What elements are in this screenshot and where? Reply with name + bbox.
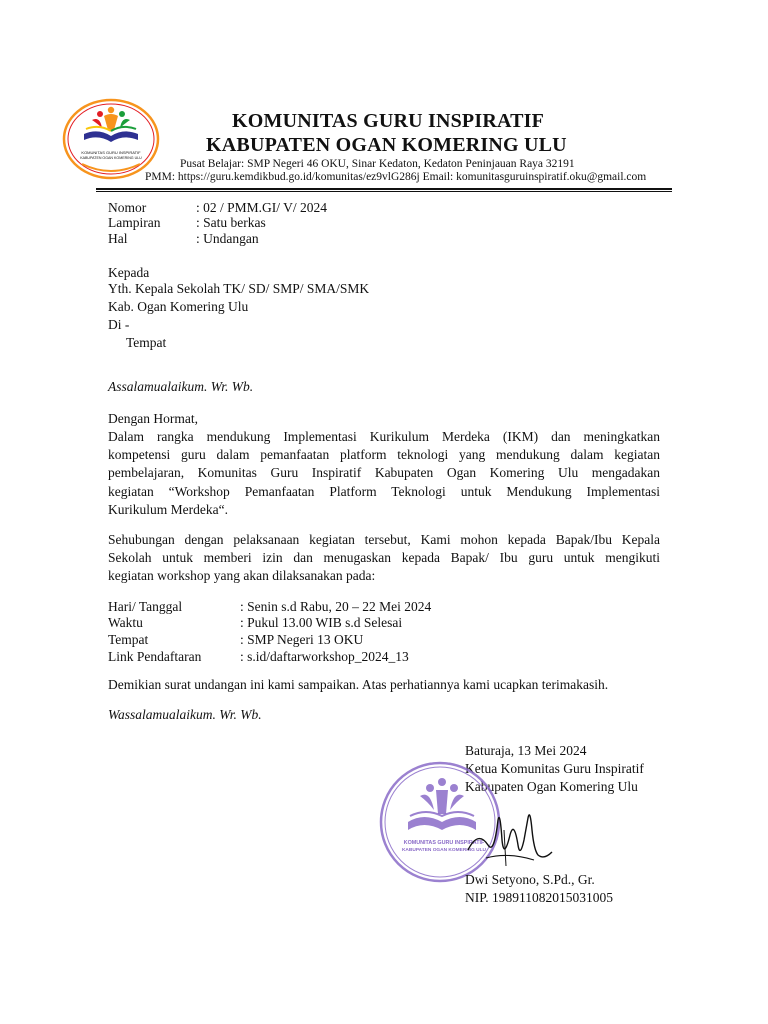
header-rule-thick	[96, 188, 672, 190]
recipient-name: Yth. Kepala Sekolah TK/ SD/ SMP/ SMA/SMK	[108, 281, 370, 296]
detail-value-link: : s.id/daftarworkshop_2024_13	[240, 649, 409, 664]
greeting: Assalamualaikum. Wr. Wb.	[108, 379, 254, 394]
signer-name: Dwi Setyono, S.Pd., Gr.	[465, 872, 595, 887]
meta-value-hal: : Undangan	[196, 231, 259, 246]
logo-text-2: KABUPATEN OGAN KOMERING ULU	[80, 156, 142, 160]
detail-label-time: Waktu	[108, 615, 143, 630]
meta-label-lampiran: Lampiran	[108, 215, 161, 230]
org-title-line1: KOMUNITAS GURU INSPIRATIF	[232, 110, 545, 132]
closing-sentence: Demikian surat undangan ini kami sampaikan. Atas perhatiannya kami ucapkan terimakasih.	[108, 677, 609, 692]
meta-value-lampiran: : Satu berkas	[196, 215, 266, 230]
org-title-line2: KABUPATEN OGAN KOMERING ULU	[206, 134, 567, 156]
meta-label-hal: Hal	[108, 231, 128, 246]
signer-nip: NIP. 198911082015031005	[465, 890, 614, 905]
address-line2: PMM: https://guru.kemdikbud.go.id/komunitas/ez9vlG286j Email: komunitasguruinspiratif.oku@gmail.com	[145, 171, 647, 183]
detail-value-date: : Senin s.d Rabu, 20 – 22 Mei 2024	[240, 599, 432, 614]
salutation: Dengan Hormat,	[108, 411, 198, 426]
recipient-region: Kab. Ogan Komering Ulu	[108, 299, 249, 314]
handwritten-signature	[458, 800, 558, 875]
body-paragraph-2	[108, 531, 660, 586]
signer-role-2: Kabupaten Ogan Komering Ulu	[465, 779, 638, 794]
meta-label-nomor: Nomor	[108, 200, 147, 215]
header-rule-thin	[96, 191, 672, 192]
detail-value-time: : Pukul 13.00 WIB s.d Selesai	[240, 615, 403, 630]
stamp-text-2: KABUPATEN OGAN KOMERING ULU	[401, 848, 487, 853]
paragraph-line: pembelajaran, Komunitas Guru Inspiratif Kabupaten Ogan Komering Ulu mengadakan	[108, 465, 660, 481]
farewell: Wassalamualaikum. Wr. Wb.	[108, 707, 262, 722]
logo-text-1: KOMUNITAS GURU INSPIRATIF	[81, 150, 141, 155]
paragraph-line: Sehubungan dengan pelaksanaan kegiatan tersebut, Kami mohon kepada Bapak/Ibu Kepala	[108, 532, 660, 547]
place-date: Baturaja, 13 Mei 2024	[465, 743, 587, 758]
body-paragraph-1	[108, 428, 660, 519]
paragraph-line: Dalam rangka mendukung Implementasi Kurikulum Merdeka (IKM) dan meningkatkan	[108, 429, 660, 444]
detail-label-place: Tempat	[108, 632, 149, 647]
recipient-di: Di -	[108, 317, 130, 332]
detail-value-place: : SMP Negeri 13 OKU	[240, 632, 364, 647]
meta-value-nomor: : 02 / PMM.GI/ V/ 2024	[196, 200, 328, 215]
detail-label-date: Hari/ Tanggal	[108, 599, 183, 614]
paragraph-line: kegiatan “Workshop Pemanfaatan Platform Teknologi untuk Mendukung Implementasi	[108, 483, 660, 499]
address-line1: Pusat Belajar: SMP Negeri 46 OKU, Sinar Kedaton, Kedaton Peninjauan Raya 32191	[180, 158, 575, 170]
paragraph-line: kegiatan workshop yang akan dilaksanakan pada:	[108, 568, 376, 584]
community-logo	[62, 98, 160, 180]
recipient-kepada: Kepada	[108, 265, 150, 280]
paragraph-line: kompetensi guru dalam pemanfaatan platform teknologi yang mendukung dalam kegiatan	[108, 447, 660, 463]
paragraph-line: Kurikulum Merdeka“.	[108, 501, 228, 517]
stamp-text-1: KOMUNITAS GURU INSPIRATIF	[403, 840, 485, 846]
detail-label-link: Link Pendaftaran	[108, 649, 202, 664]
recipient-place: Tempat	[126, 335, 167, 350]
paragraph-line: Sekolah untuk memberi izin dan menugaskan kepada Bapak/ Ibu guru untuk mengikuti	[108, 550, 660, 566]
signer-role-1: Ketua Komunitas Guru Inspiratif	[465, 761, 644, 776]
